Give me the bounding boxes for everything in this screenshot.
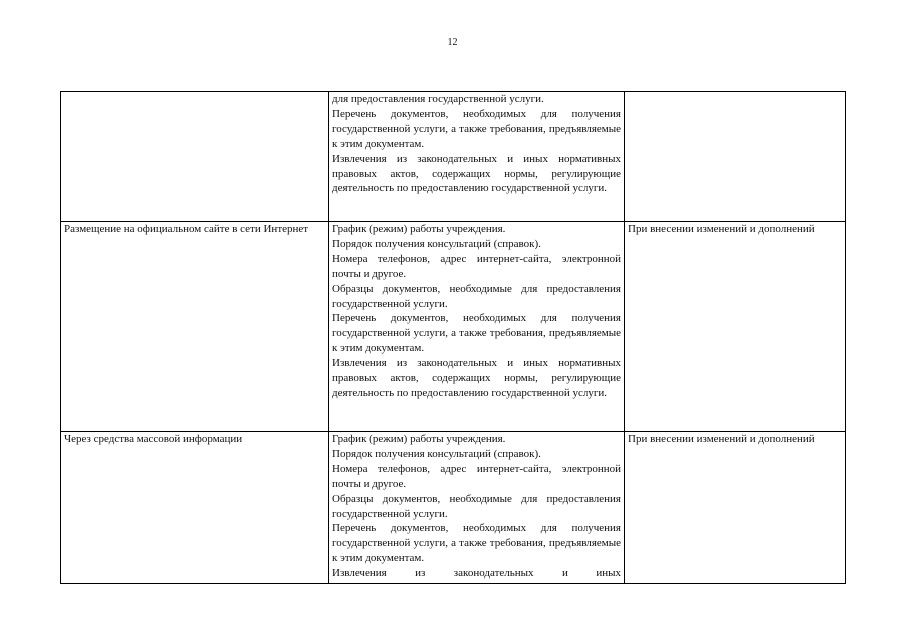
content-line: Извлечения из законодательных и иных нормативных правовых актов, содержащих нормы, регулирующие деятельность по предоставлению государственной услуги.	[332, 357, 621, 399]
content-cell	[329, 92, 625, 222]
content-line: Образцы документов, необходимые для предоставления государственной услуги.	[332, 492, 621, 520]
method-cell: Размещение на официальном сайте в сети Интернет	[61, 222, 329, 432]
content-cell	[329, 222, 625, 432]
table-row	[61, 92, 846, 222]
content-line: Номера телефонов, адрес интернет-сайта, электронной почты и другое.	[332, 462, 621, 490]
info-methods-table	[60, 91, 846, 584]
method-cell	[61, 92, 329, 222]
content-line: Извлечения из законодательных и иных	[332, 567, 621, 580]
content-line: Перечень документов, необходимых для получения государственной услуги, а также требования, предъявляемые к этим документам.	[332, 312, 621, 355]
table-row	[61, 432, 846, 584]
table-row	[61, 222, 846, 432]
method-cell: Через средства массовой информации	[61, 432, 329, 584]
content-line: Порядок получения консультаций (справок).	[332, 447, 541, 460]
content-line: Перечень документов, необходимых для получения государственной услуги, а также требования, предъявляемые к этим документам.	[332, 522, 621, 565]
content-cell	[329, 432, 625, 584]
timing-cell: При внесении изменений и дополнений	[625, 432, 846, 584]
content-line: Извлечения из законодательных и иных нормативных правовых актов, содержащих нормы, регулирующие деятельность по предоставлению государственной услуги.	[332, 152, 621, 195]
content-line: Образцы документов, необходимые для предоставления государственной услуги.	[332, 282, 621, 310]
content-line: График (режим) работы учреждения.	[332, 433, 506, 445]
content-line: Перечень документов, необходимых для получения государственной услуги, а также требования, предъявляемые к этим документам.	[332, 107, 621, 150]
page-number: 12	[447, 37, 458, 48]
timing-cell	[625, 92, 846, 222]
content-line: Порядок получения консультаций (справок).	[332, 237, 541, 250]
content-line: Номера телефонов, адрес интернет-сайта, электронной почты и другое.	[332, 252, 621, 280]
content-line: График (режим) работы учреждения.	[332, 223, 506, 235]
content-line: для предоставления государственной услуги.	[332, 93, 544, 105]
timing-cell: При внесении изменений и дополнений	[625, 222, 846, 432]
